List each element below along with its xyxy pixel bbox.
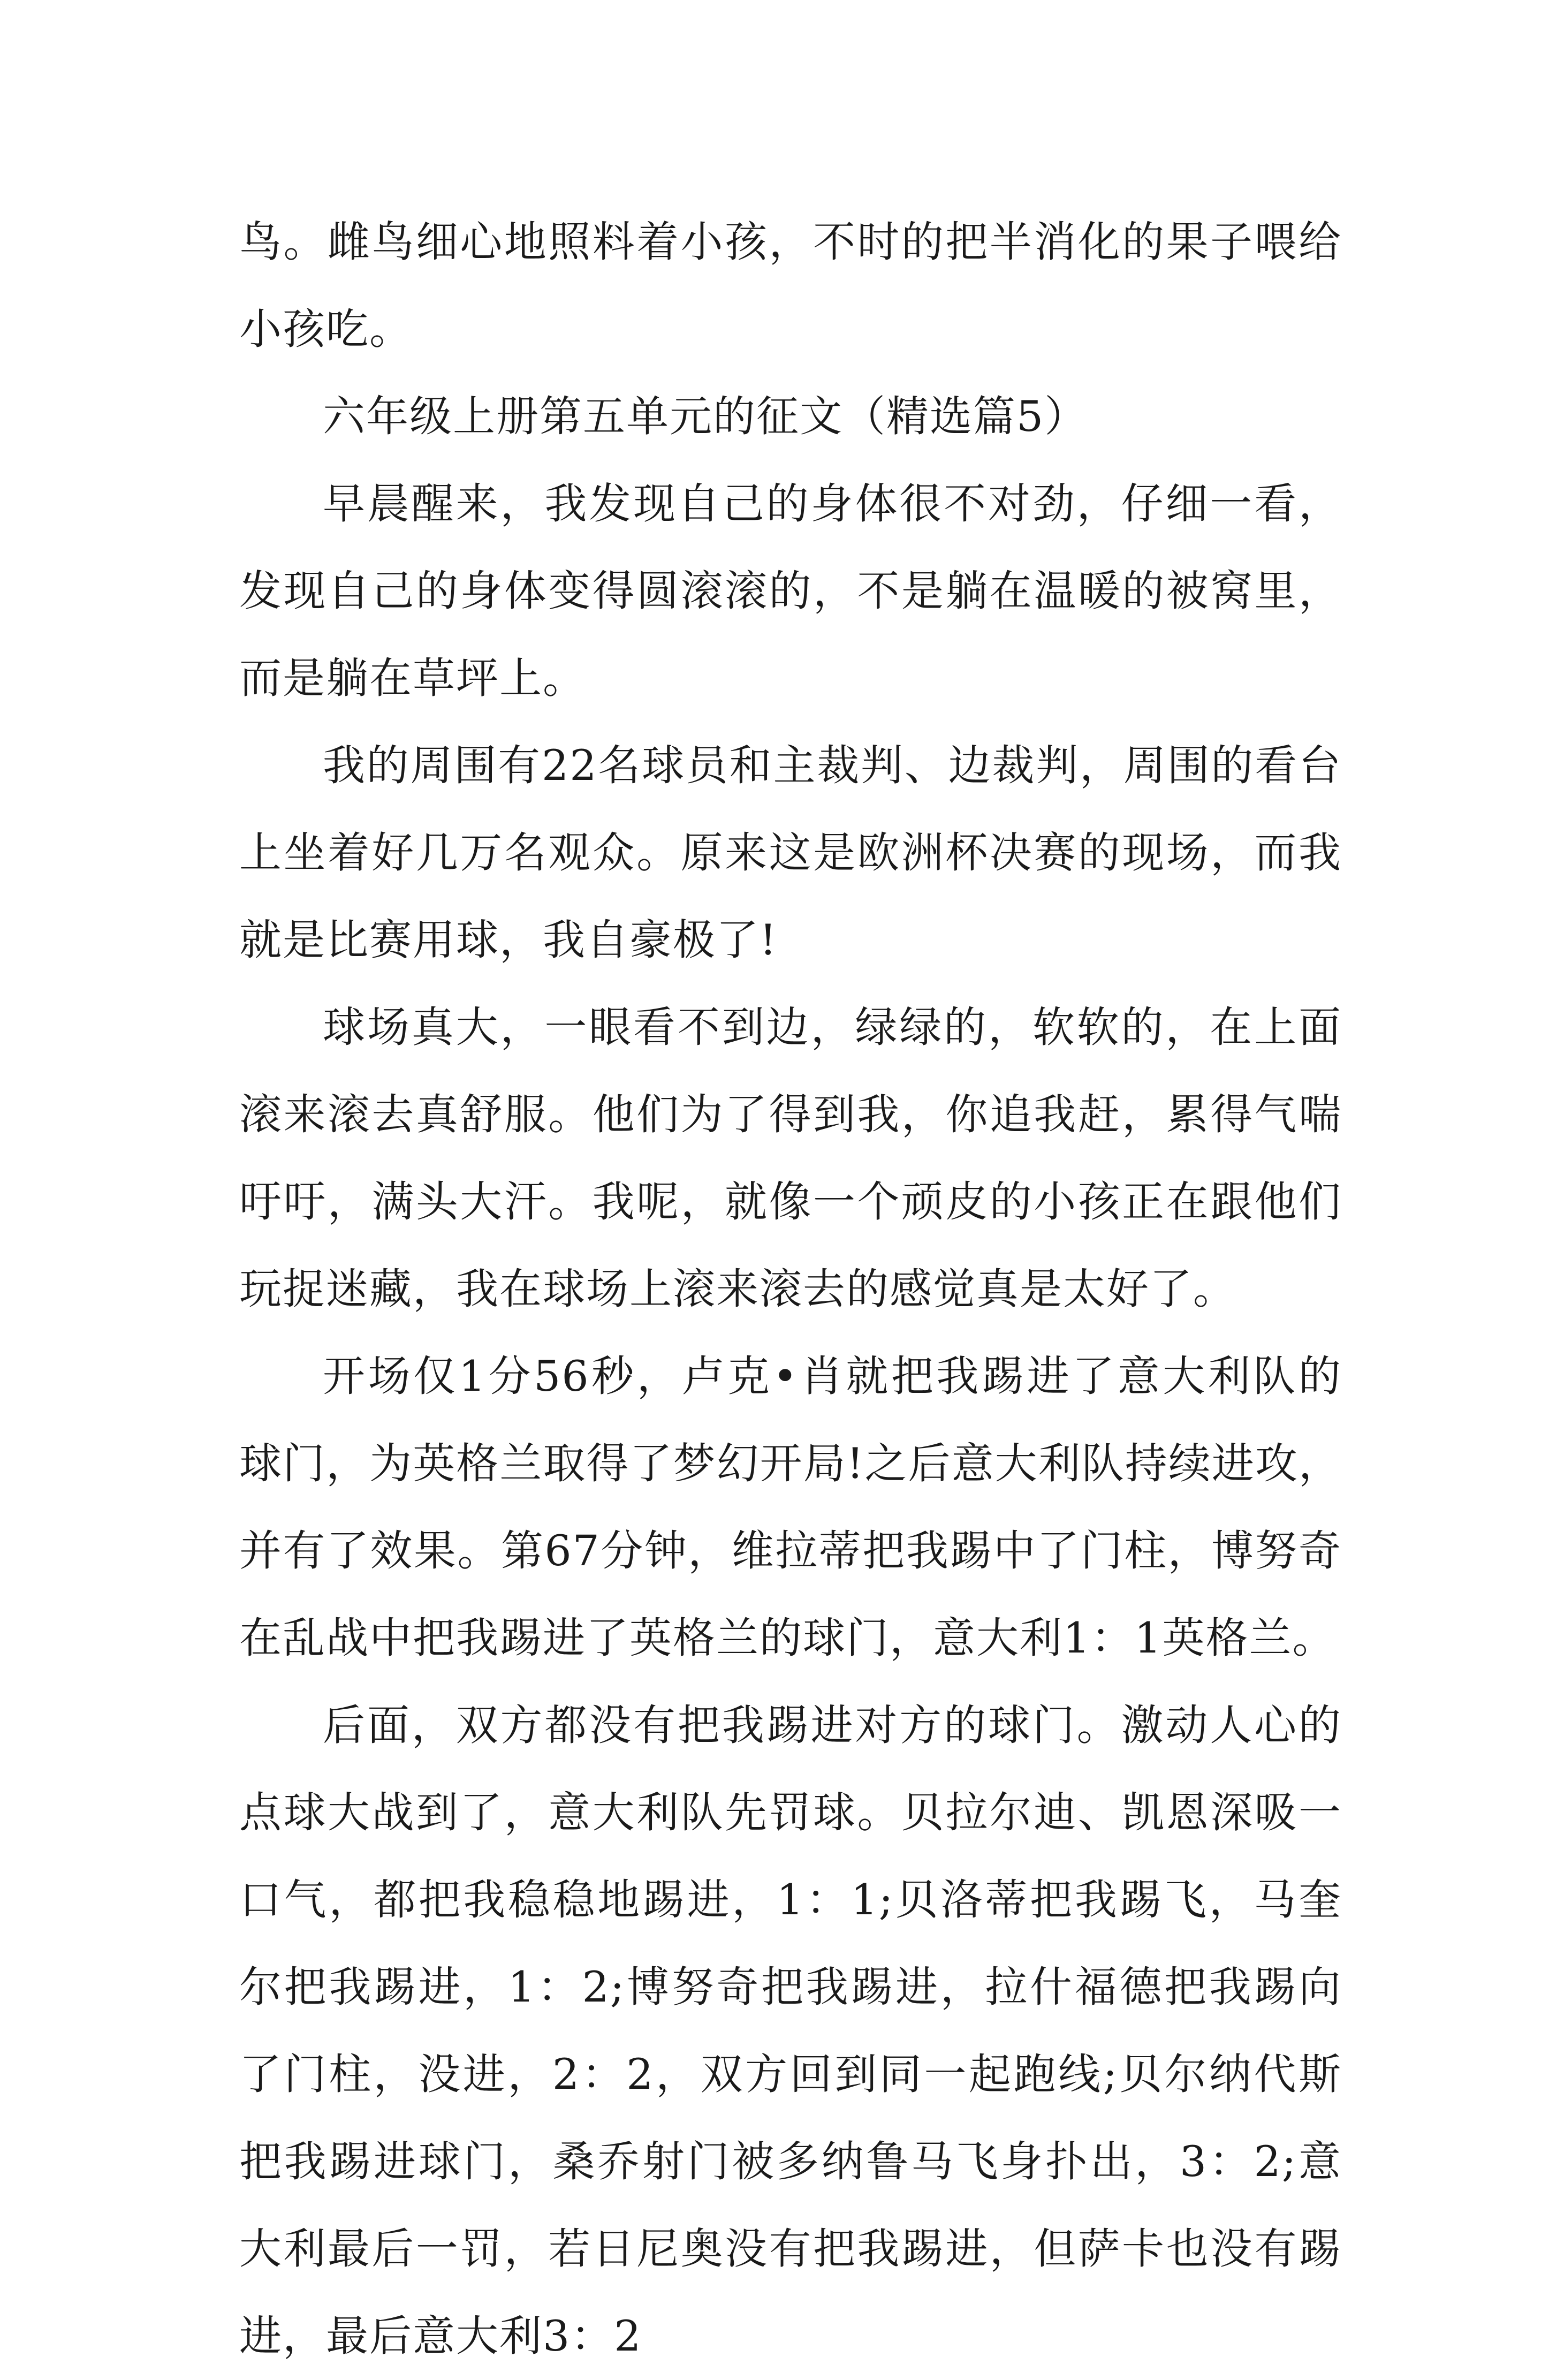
paragraph: 开场仅1分56秒，卢克•肖就把我踢进了意大利队的球门，为英格兰取得了梦幻开局!之后意大利队持续进攻，并有了效果。第67分钟，维拉蒂把我踢中了门柱，博努奇在乱战中把我踢进了英格兰的球门，意大利1：1英格兰。 xyxy=(239,1352,1342,1663)
document-body xyxy=(239,199,1342,2380)
paragraph-continuation: 鸟。雌鸟细心地照料着小孩，不时的把半消化的果子喂给小孩吃。 xyxy=(239,217,1342,354)
paragraph: 我的周围有22名球员和主裁判、边裁判，周围的看台上坐着好几万名观众。原来这是欧洲杯决赛的现场，而我就是比赛用球，我自豪极了! xyxy=(239,741,1342,965)
section-heading: 六年级上册第五单元的征文（精选篇5） xyxy=(323,392,1088,441)
paragraph: 后面，双方都没有把我踢进对方的球门。激动人心的点球大战到了，意大利队先罚球。贝拉尔迪、凯恩深吸一口气，都把我稳稳地踢进，1：1;贝洛蒂把我踢飞，马奎尔把我踢进，1：2;博努奇把我踢进，拉什福德把我踢向了门柱，没进，2：2，双方回到同一起跑线;贝尔纳代斯把我踢进球门，桑乔射门被多纳鲁马飞身扑出，3：2;意大利最后一罚，若日尼奥没有把我踢进，但萨卡也没有踢进，最后意大利3：2 xyxy=(239,1701,1342,2361)
paragraph: 球场真大，一眼看不到边，绿绿的，软软的，在上面滚来滚去真舒服。他们为了得到我，你追我赶，累得气喘吁吁，满头大汗。我呢，就像一个顽皮的小孩正在跟他们玩捉迷藏，我在球场上滚来滚去的感觉真是太好了。 xyxy=(239,1003,1342,1314)
paragraph: 早晨醒来，我发现自己的身体很不对劲，仔细一看，发现自己的身体变得圆滚滚的，不是躺在温暖的被窝里，而是躺在草坪上。 xyxy=(239,479,1342,703)
